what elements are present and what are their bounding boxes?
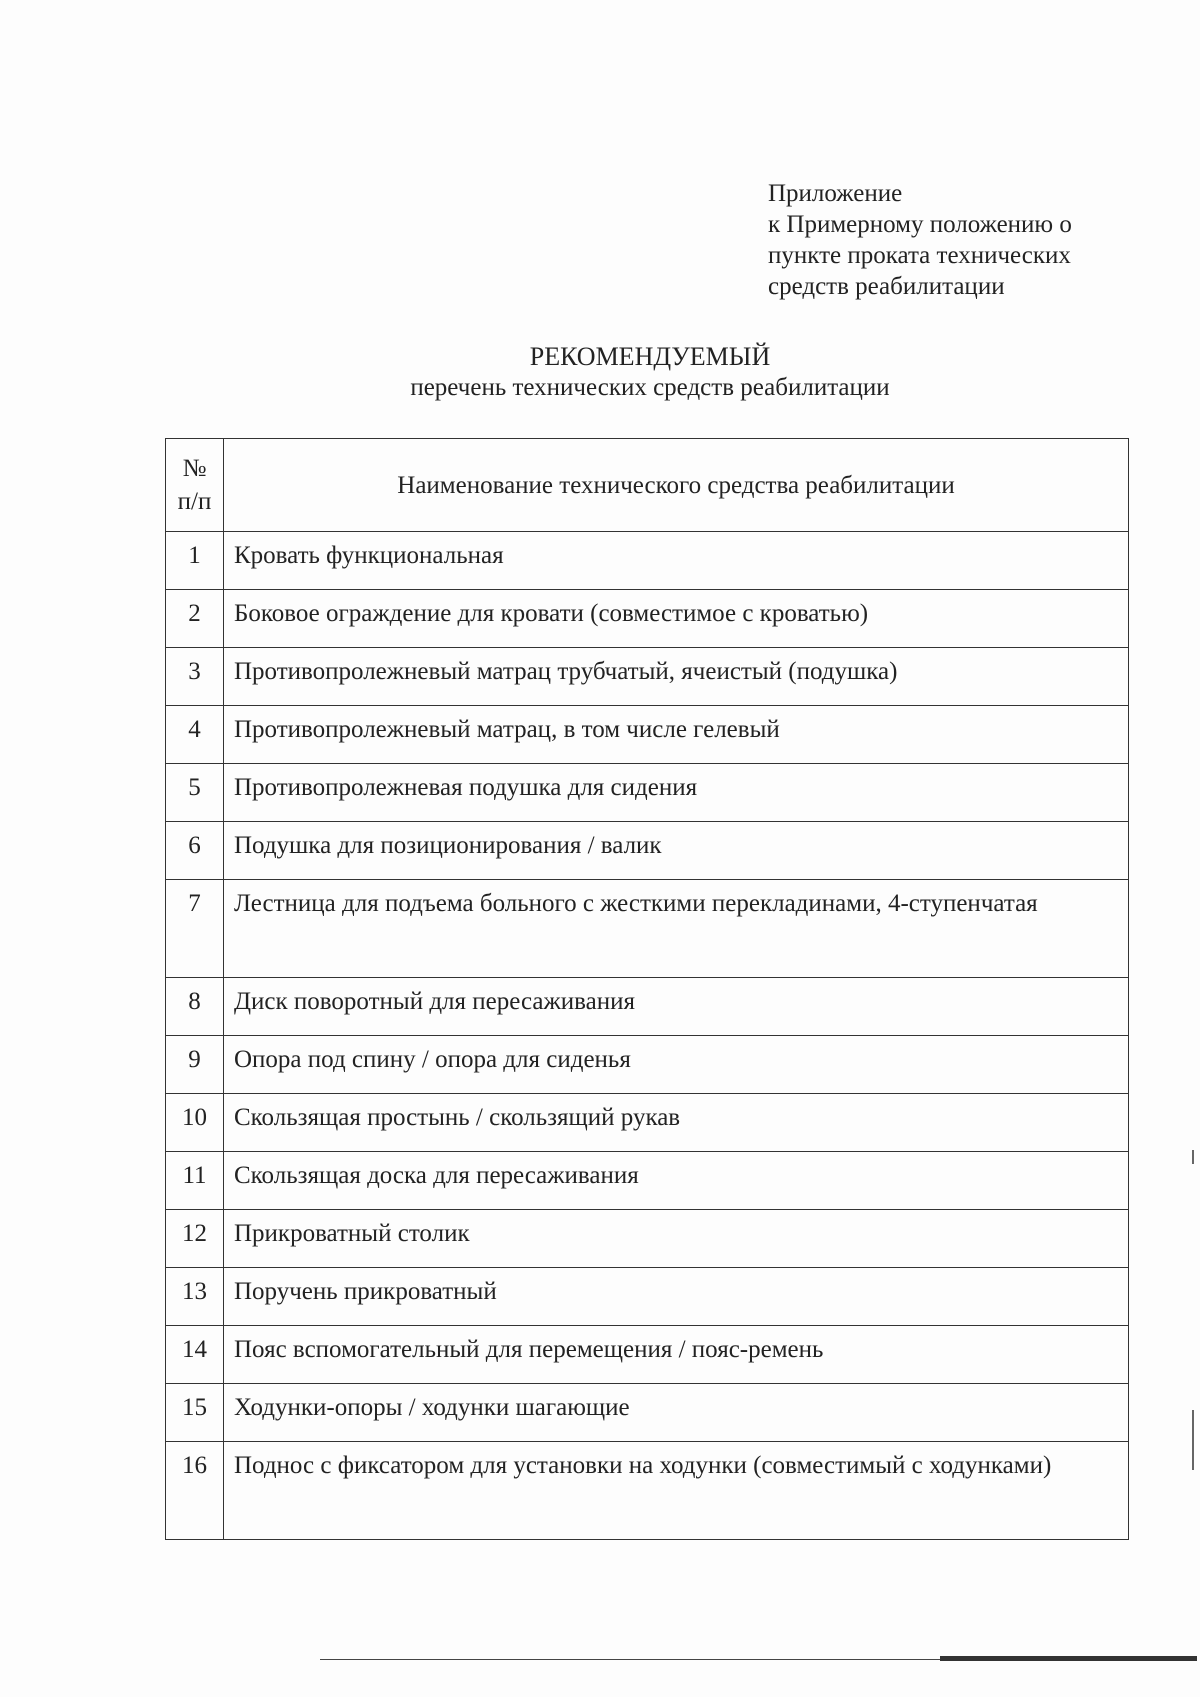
table-row (166, 1326, 1129, 1384)
scan-edge-mark (1192, 1150, 1194, 1164)
row-number: 5 (166, 764, 224, 822)
annex-line: Приложение (768, 180, 903, 207)
table-row (166, 590, 1129, 648)
scan-bottom-line-thick (940, 1656, 1197, 1661)
table-row (166, 648, 1129, 706)
row-name: Скользящая простынь / скользящий рукав (224, 1094, 1129, 1152)
annex-line: к Примерному положению о (768, 211, 1072, 238)
table-row (166, 764, 1129, 822)
row-number: 6 (166, 822, 224, 880)
row-name: Подушка для позиционирования / валик (224, 822, 1129, 880)
row-number: 11 (166, 1152, 224, 1210)
annex-note (768, 178, 1168, 302)
document-title: РЕКОМЕНДУЕМЫЙ (529, 342, 771, 371)
row-name: Поручень прикроватный (224, 1268, 1129, 1326)
row-name: Пояс вспомогательный для перемещения / пояс-ремень (224, 1326, 1129, 1384)
row-name: Скользящая доска для пересаживания (224, 1152, 1129, 1210)
table-row (166, 706, 1129, 764)
table-row (166, 1094, 1129, 1152)
row-number: 8 (166, 978, 224, 1036)
row-number: 12 (166, 1210, 224, 1268)
row-name: Боковое ограждение для кровати (совместимое с кроватью) (224, 590, 1129, 648)
row-number: 13 (166, 1268, 224, 1326)
table-row (166, 532, 1129, 590)
row-name: Ходунки-опоры / ходунки шагающие (224, 1384, 1129, 1442)
annex-line: пункте проката технических (768, 242, 1071, 269)
header-number (166, 439, 224, 532)
header-number-abbrev: п/п (177, 488, 212, 515)
row-number: 1 (166, 532, 224, 590)
table-row (166, 1442, 1129, 1540)
annex-line: средств реабилитации (768, 273, 1005, 300)
row-name: Поднос с фиксатором для установки на ходунки (совместимый с ходунками) (224, 1442, 1129, 1540)
row-name: Противопролежневая подушка для сидения (224, 764, 1129, 822)
rehabilitation-equipment-table (165, 438, 1129, 1540)
row-number: 10 (166, 1094, 224, 1152)
table-row (166, 1384, 1129, 1442)
table-header-row (166, 439, 1129, 532)
row-name: Кровать функциональная (224, 532, 1129, 590)
row-number: 15 (166, 1384, 224, 1442)
row-name: Противопролежневый матрац, в том числе гелевый (224, 706, 1129, 764)
row-number: 2 (166, 590, 224, 648)
row-number: 14 (166, 1326, 224, 1384)
row-name: Лестница для подъема больного с жесткими перекладинами, 4-ступенчатая (224, 880, 1129, 978)
row-name: Прикроватный столик (224, 1210, 1129, 1268)
table-row (166, 978, 1129, 1036)
header-number-sign: № (182, 455, 207, 482)
document-subtitle: перечень технических средств реабилитации (410, 374, 890, 401)
row-number: 3 (166, 648, 224, 706)
row-number: 4 (166, 706, 224, 764)
row-name: Противопролежневый матрац трубчатый, ячеистый (подушка) (224, 648, 1129, 706)
table-row (166, 1152, 1129, 1210)
table-row (166, 1036, 1129, 1094)
table-row (166, 822, 1129, 880)
table-row (166, 880, 1129, 978)
row-number: 9 (166, 1036, 224, 1094)
row-number: 16 (166, 1442, 224, 1540)
scan-edge-mark (1192, 1410, 1194, 1470)
row-number: 7 (166, 880, 224, 978)
row-name: Опора под спину / опора для сиденья (224, 1036, 1129, 1094)
table-row (166, 1210, 1129, 1268)
table-row (166, 1268, 1129, 1326)
header-name: Наименование технического средства реабилитации (224, 439, 1129, 532)
row-name: Диск поворотный для пересаживания (224, 978, 1129, 1036)
